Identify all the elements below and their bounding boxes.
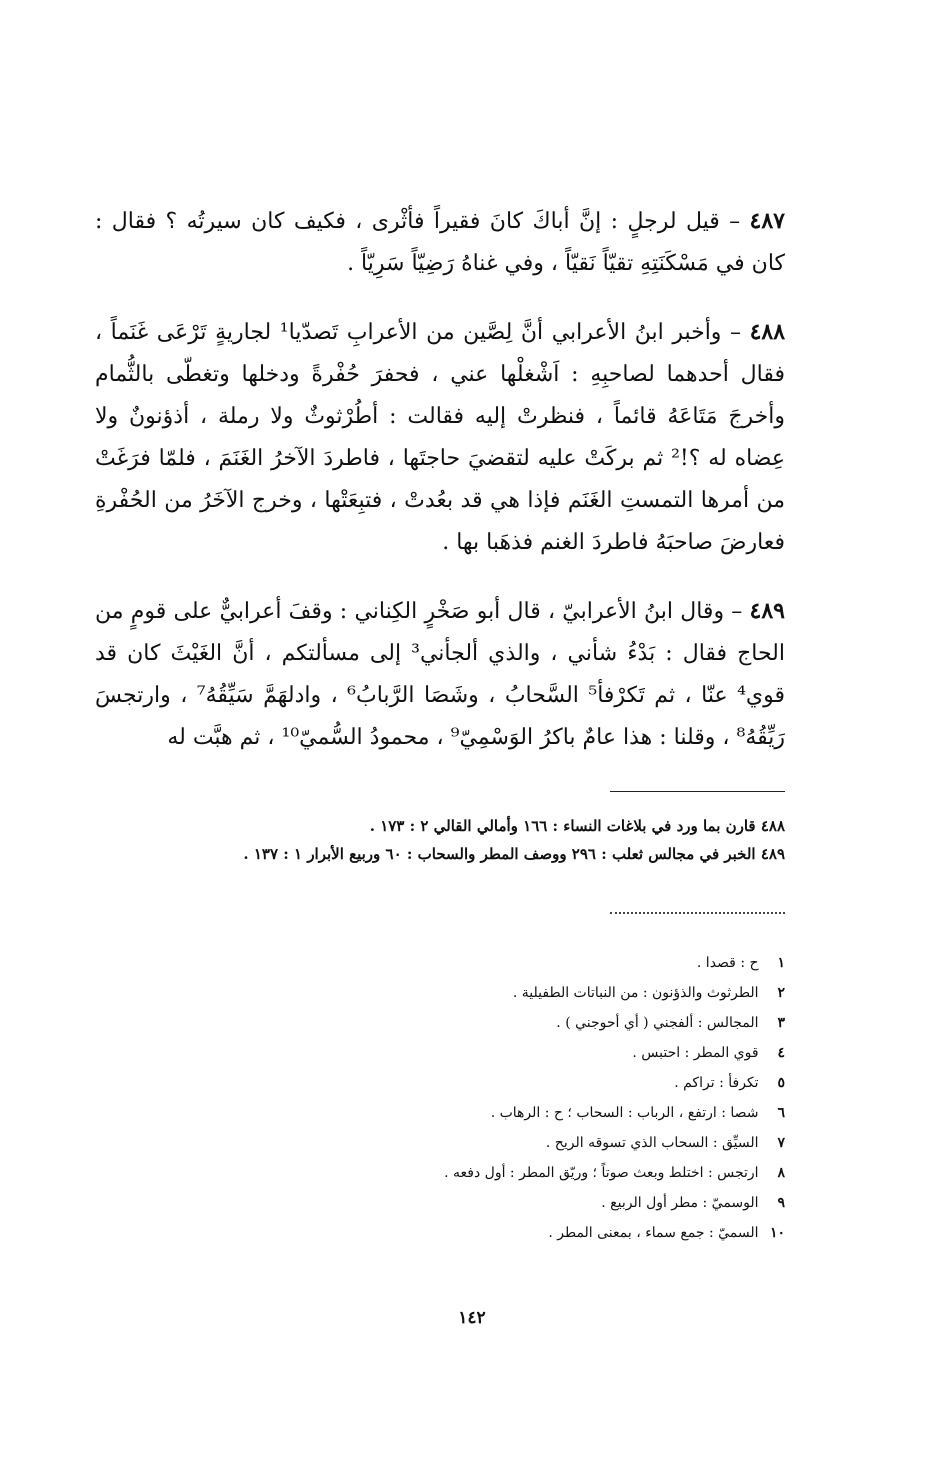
footnote	[95, 1038, 785, 1068]
page-number: ١٤٢	[458, 1308, 486, 1328]
paragraph-number: ٤٨٨	[749, 319, 786, 345]
footnote	[95, 1068, 785, 1098]
footnote	[95, 1218, 785, 1248]
source-notes	[95, 812, 785, 868]
source-note: ٤٨٨ قارن بما ورد في بلاغات النساء : ١٦٦ وأمالي القالي ٢ : ١٧٣ .	[369, 817, 785, 835]
footnote-number: ١	[777, 955, 785, 971]
footnote-number: ٩	[777, 1195, 785, 1211]
footnote-text: قوي المطر : احتبس .	[632, 1045, 759, 1061]
footnote-text: المجالس : ألفجني ( أي أحوجني ) .	[556, 1015, 759, 1031]
footnote-text: الطرثوث والذؤنون : من النباتات الطفيلية .	[512, 985, 759, 1001]
paragraph-text: – وقال ابنُ الأعرابيّ ، قال أبو صَخْرٍ الكِناني : وقفَ أعرابيٌّ على قومٍ من الحاج فقال : بَدْءُ شأني ، والذي ألجأني³ إلى مسألتكم ، أنَّ الغَيْثَ كان قد قوي⁴ عنّا ، ثم تَكرْفأ⁵ السَّحابُ ، وشَصَا الرَّبابُ⁶ ، وادلهَمَّ سَيِّقُهُ⁷ ، وارتجسَ رَيِّقُهُ⁸ ، وقلنا : هذا عامٌ باكرُ الوَسْمِيّ⁹ ، محمودُ السُّميّ¹⁰ ، ثم هبَّت له	[95, 599, 785, 750]
paragraph-number: ٤٨٩	[749, 598, 785, 624]
footnote-list	[95, 948, 785, 1248]
footnote-number: ٧	[777, 1135, 785, 1151]
footnote	[95, 948, 785, 978]
footnote	[95, 1008, 785, 1038]
source-note: ٤٨٩ الخبر في مجالس ثعلب : ٢٩٦ ووصف المطر والسحاب : ٦٠ وربيع الأبرار ١ : ١٣٧ .	[243, 845, 785, 863]
footnote-number: ٦	[777, 1105, 785, 1121]
footnote-number: ٨	[777, 1165, 785, 1181]
footnote	[95, 1158, 785, 1188]
footnote-number: ١٠	[769, 1225, 785, 1241]
footnote-number: ٥	[777, 1075, 785, 1091]
footnote-number: ٢	[777, 985, 785, 1001]
footnote	[95, 1128, 785, 1158]
source-divider	[610, 791, 785, 792]
paragraph-489	[95, 590, 785, 759]
paragraph-number: ٤٨٧	[749, 208, 785, 234]
footnote-text: ارتجس : اختلط وبعث صوتاً ؛ وريّق المطر : أول دفعه .	[444, 1165, 759, 1181]
footnote-text: السميّ : جمع سماء ، بمعنى المطر .	[548, 1225, 759, 1241]
footnote-text: ح : قصدا .	[696, 955, 759, 971]
footnote-divider	[610, 912, 785, 914]
paragraph-487	[95, 200, 785, 285]
paragraph-text: – وأخبر ابنُ الأعرابي أنَّ لِصَّين من الأعرابِ تَصدّيا¹ لجاريةٍ تَرْعَى غَنَماً ، فقال أحدهما لصاحبِهِ : اَشْغلْها عني ، فحفرَ حُفْرةً ودخلها وتغطّى بالثُّمام وأخرجَ مَتَاعَهُ قائماً ، فنظرتْ إليه فقالت : أطُرْثوثٌ ولا رملة ، أذؤنونٌ ولا عِضاه له ؟!² ثم بركَتْ عليه لتقضيَ حاجتَها ، فاطردَ الآخرُ الغَنَمَ ، فلمّا فرَغَتْ من أمرها التمستِ الغَنَم فإذا هي قد بعُدتْ ، فتبِعَتْها ، وخرج الآخَرُ من الحُفْرةِ فعارضَ صاحبَهُ فاطردَ الغنم فذهَبا بها .	[95, 320, 786, 555]
paragraph-488	[95, 311, 785, 564]
footnote-text: السيِّق : السحاب الذي تسوقه الريح .	[545, 1135, 759, 1151]
page-content	[95, 200, 785, 1248]
footnote	[95, 978, 785, 1008]
footnote-text: شصا : ارتفع ، الرباب : السحاب ؛ ح : الرهاب .	[490, 1105, 759, 1121]
paragraph-text: – قيل لرجلٍ : إنَّ أباكَ كانَ فقيراً فأثْرى ، فكيف كان سيرتُه ؟ فقال : كان في مَسْكَنَتِهِ تقيّاً نَقيّاً ، وفي غناهُ رَضِيّاً سَرِيّاً .	[95, 209, 785, 276]
footnote-number: ٣	[777, 1015, 785, 1031]
footnote	[95, 1188, 785, 1218]
footnote-number: ٤	[777, 1045, 785, 1061]
footnote-text: تكرفأ : تراكم .	[674, 1075, 759, 1091]
footnote-text: الوسميّ : مطر أول الربيع .	[601, 1195, 759, 1211]
footnote	[95, 1098, 785, 1128]
